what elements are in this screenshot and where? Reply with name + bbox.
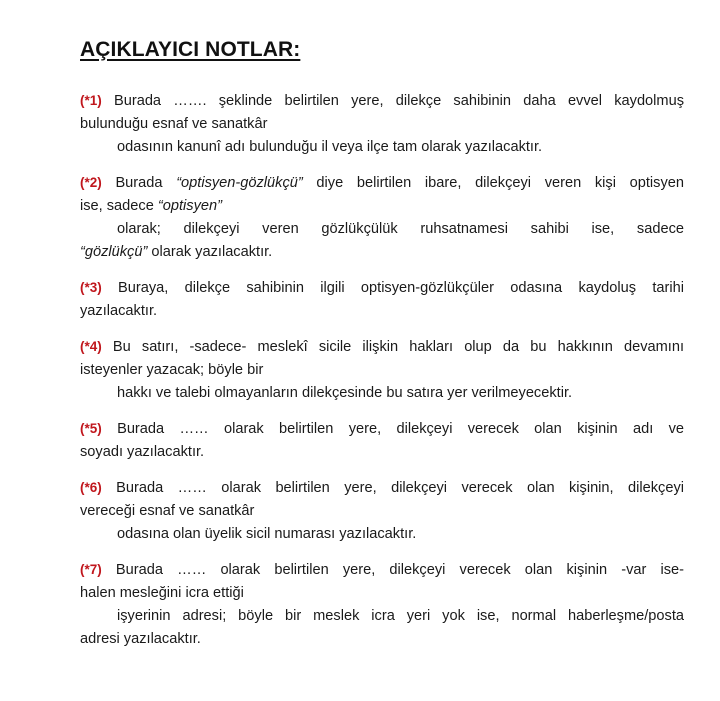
page-title: AÇIKLAYICI NOTLAR: <box>80 38 301 61</box>
note-6-text: Burada …… olarak belirtilen yere, dilekçeyi verecek olan kişinin, dilekçeyi <box>101 480 684 496</box>
note-6-line-2: vereceği esnaf ve sanatkâr <box>80 503 255 519</box>
note-1-text: Burada ……. şeklinde belirtilen yere, dilekçe sahibinin daha evvel kaydolmuş <box>101 93 684 109</box>
note-2-ref: (*2) <box>80 175 102 190</box>
note-4-line-2: isteyenler yazacak; böyle bir <box>80 362 264 378</box>
note-6-ref: (*6) <box>80 480 102 495</box>
note-2-line-4 <box>80 241 684 264</box>
note-2-quote-optisyen: “optisyen” <box>157 198 222 214</box>
note-4-line-1 <box>80 335 684 359</box>
note-4-ref: (*4) <box>80 339 102 354</box>
note-2-line-2 <box>80 195 684 218</box>
note-1-line-2: bulunduğu esnaf ve sanatkâr <box>80 116 268 132</box>
note-2-line-3: olarak; dilekçeyi veren gözlükçülük ruhsatnamesi sahibi ise, sadece <box>117 221 684 237</box>
note-3-line-2: yazılacaktır. <box>80 303 158 319</box>
note-6-line-3: odasına olan üyelik sicil numarası yazılacaktır. <box>117 526 417 542</box>
note-3 <box>80 276 684 323</box>
note-1-line-1 <box>80 89 684 113</box>
note-5-line-2: soyadı yazılacaktır. <box>80 444 205 460</box>
note-7 <box>80 558 684 651</box>
note-2-text: Burada <box>101 175 177 191</box>
note-7-line-4: adresi yazılacaktır. <box>80 631 201 647</box>
note-5 <box>80 417 684 464</box>
note-7-line-2: halen mesleğini icra ettiği <box>80 585 244 601</box>
note-3-ref: (*3) <box>80 280 102 295</box>
note-7-line-1 <box>80 558 684 582</box>
note-1-line-3: odasının kanunî adı bulunduğu il veya ilçe tam olarak yazılacaktır. <box>117 139 543 155</box>
note-2-line-4-text: olarak yazılacaktır. <box>147 244 273 260</box>
note-2-quote-term: “optisyen-gözlükçü” <box>176 175 303 191</box>
note-7-ref: (*7) <box>80 562 102 577</box>
note-2-quote-gozlukcu: “gözlükçü” <box>80 244 148 260</box>
note-7-line-3: işyerinin adresi; böyle bir meslek icra yeri yok ise, normal haberleşme/posta <box>117 608 684 624</box>
note-2-text-cont: diye belirtilen ibare, dilekçeyi veren kişi optisyen <box>302 175 685 191</box>
note-3-line-1 <box>80 276 684 300</box>
note-3-text: Buraya, dilekçe sahibinin ilgili optisyen-gözlükçüler odasına kaydoluş tarihi <box>101 280 684 296</box>
note-2-line-2-text: ise, sadece <box>80 198 158 214</box>
note-6-line-1 <box>80 476 684 500</box>
note-1 <box>80 89 684 159</box>
note-2 <box>80 171 684 264</box>
note-5-line-1 <box>80 417 684 441</box>
note-4-text: Bu satırı, -sadece- meslekî sicile ilişkin hakları olup da bu hakkının devamını <box>101 339 684 355</box>
note-4-line-3: hakkı ve talebi olmayanların dilekçesinde bu satıra yer verilmeyecektir. <box>117 385 573 401</box>
note-2-line-1 <box>80 171 684 195</box>
note-6 <box>80 476 684 546</box>
document-page <box>80 38 684 663</box>
note-1-ref: (*1) <box>80 93 102 108</box>
note-4 <box>80 335 684 405</box>
note-7-text: Burada …… olarak belirtilen yere, dilekçeyi verecek olan kişinin -var ise- <box>101 562 684 578</box>
note-5-ref: (*5) <box>80 421 102 436</box>
note-5-text: Burada …… olarak belirtilen yere, dilekçeyi verecek olan kişinin adı ve <box>101 421 684 437</box>
